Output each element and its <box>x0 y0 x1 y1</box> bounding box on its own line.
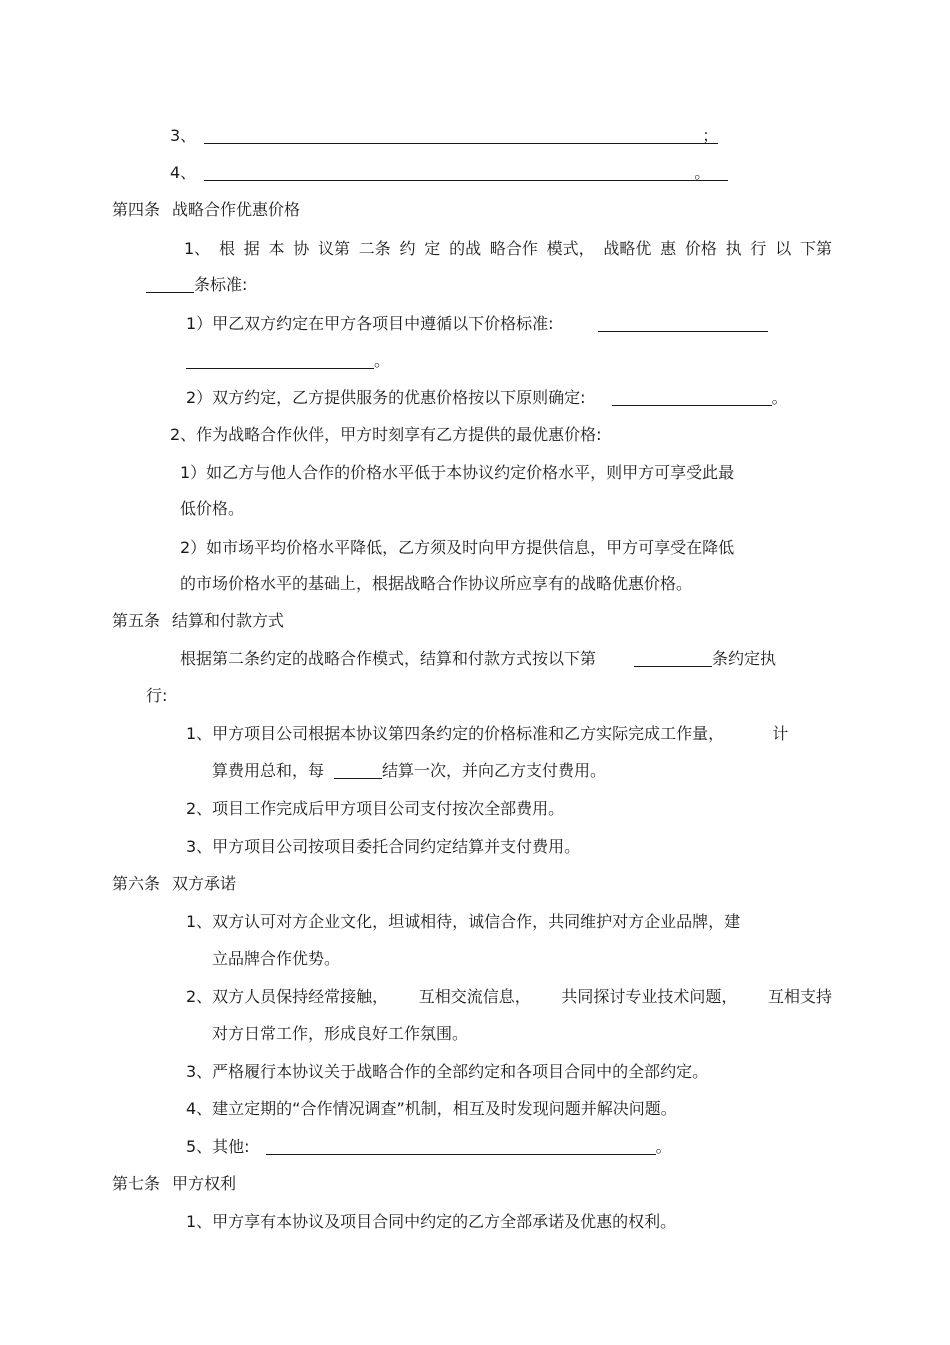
item-4-line <box>170 163 728 183</box>
clause-text: 根据第二条约定的战略合作模式，结算和付款方式按以下第 <box>180 649 597 668</box>
clause-text: 条标准: <box>194 275 248 294</box>
word: 约 <box>399 239 416 258</box>
word: 议第 <box>318 239 351 258</box>
word: 据 <box>243 239 260 258</box>
clause-text: 3、甲方项目公司按项目委托合同约定结算并支付费用。 <box>186 837 581 856</box>
phrase: 2、双方人员保持经常接触， <box>186 987 389 1006</box>
article-title: 结算和付款方式 <box>172 611 285 630</box>
clause-text: 结算一次，并向乙方支付费用。 <box>382 761 607 780</box>
article-5-clause-1-cont <box>212 761 606 781</box>
article-number: 第四条 <box>112 200 161 219</box>
article-4-clause-2-1 <box>180 463 734 483</box>
article-6-clause-1 <box>186 912 740 932</box>
item-number: 4、 <box>170 163 197 182</box>
phrase: 共同探讨专业技术问题， <box>561 987 738 1006</box>
clause-text: 2）双方约定，乙方提供服务的优惠价格按以下原则确定: <box>186 388 586 407</box>
word: 行 <box>750 239 767 258</box>
punctuation: 。 <box>655 1137 672 1156</box>
phrase: 互相交流信息， <box>418 987 531 1006</box>
punctuation: ； <box>702 126 719 145</box>
article-6-clause-5 <box>186 1137 672 1157</box>
clause-text: 4、建立定期的“合作情况调查”机制，相互及时发现问题并解决问题。 <box>186 1099 677 1118</box>
clause-text: 对方日常工作，形成良好工作氛围。 <box>212 1024 469 1043</box>
word: 战略优 <box>603 239 652 258</box>
article-6-clause-1-cont <box>212 949 340 969</box>
article-4-clause-1-cont <box>146 275 247 295</box>
article-number: 第七条 <box>112 1174 161 1193</box>
article-5-intro <box>180 649 776 669</box>
article-4-clause-2-2 <box>180 538 734 558</box>
article-4-clause-2 <box>170 425 602 445</box>
fill-blank[interactable] <box>634 649 712 667</box>
article-5-clause-2 <box>186 799 564 819</box>
word: 定 <box>424 239 441 258</box>
fill-blank[interactable] <box>598 314 768 332</box>
word: 根 <box>218 239 235 258</box>
article-4-clause-2-1-cont <box>180 499 244 519</box>
fill-blank[interactable] <box>146 275 194 293</box>
clause-text: 条约定执 <box>712 649 777 668</box>
clause-text: 2、项目工作完成后甲方项目公司支付按次全部费用。 <box>186 799 565 818</box>
punctuation: 。 <box>374 351 391 370</box>
clause-text: 1、双方认可对方企业文化，坦诚相待，诚信合作，共同维护对方企业品牌，建 <box>186 912 741 931</box>
fill-blank[interactable] <box>612 388 772 406</box>
article-4-clause-1-1 <box>186 314 768 334</box>
word: 惠 <box>660 239 677 258</box>
word: 略合作 <box>489 239 538 258</box>
clause-text: 5、其他: <box>186 1137 250 1156</box>
fill-blank[interactable] <box>204 126 702 144</box>
word: 的战 <box>449 239 482 258</box>
article-number: 第六条 <box>112 874 161 893</box>
article-6-heading <box>112 874 236 894</box>
word: 本 <box>268 239 285 258</box>
article-5-heading <box>112 611 284 631</box>
article-4-clause-1-1-cont <box>186 351 390 371</box>
article-5-clause-3 <box>186 837 580 857</box>
clause-text: 1、甲方项目公司根据本协议第四条约定的价格标准和乙方实际完成工作量， <box>186 724 725 743</box>
clause-text: 行: <box>146 686 168 705</box>
article-title: 双方承诺 <box>172 874 237 893</box>
item-number: 3、 <box>170 126 197 145</box>
clause-text: 算费用总和，每 <box>212 761 325 780</box>
fill-blank[interactable] <box>266 1137 656 1155</box>
clause-text: 低价格。 <box>180 499 245 518</box>
word: 模式， <box>546 239 595 258</box>
article-4-heading <box>112 200 300 220</box>
article-4-clause-1 <box>184 239 832 259</box>
article-number: 第五条 <box>112 611 161 630</box>
clause-text: 1）如乙方与他人合作的价格水平低于本协议约定价格水平，则甲方可享受此最 <box>180 463 735 482</box>
clause-text: 1、甲方享有本协议及项目合同中约定的乙方全部承诺及优惠的权利。 <box>186 1212 677 1231</box>
clause-text: 2、作为战略合作伙伴，甲方时刻享有乙方提供的最优惠价格: <box>170 425 602 444</box>
article-7-heading <box>112 1174 236 1194</box>
article-4-clause-1-2 <box>186 388 788 408</box>
clause-text: 2）如市场平均价格水平降低，乙方须及时向甲方提供信息，甲方可享受在降低 <box>180 538 735 557</box>
item-3-line <box>170 126 718 146</box>
clause-text: 的市场价格水平的基础上，根据战略合作协议所应享有的战略优惠价格。 <box>180 574 693 593</box>
article-6-clause-4 <box>186 1099 677 1119</box>
punctuation: 。 <box>694 163 728 181</box>
article-5-intro-cont <box>146 686 167 706</box>
article-title: 战略合作优惠价格 <box>172 200 301 219</box>
clause-text: 立品牌合作优势。 <box>212 949 341 968</box>
article-6-clause-2-cont <box>212 1024 468 1044</box>
clause-text: 3、严格履行本协议关于战略合作的全部约定和各项目合同中的全部约定。 <box>186 1062 709 1081</box>
word: 下第 <box>799 239 832 258</box>
word: 以 <box>775 239 792 258</box>
word: 二条 <box>358 239 391 258</box>
clause-text: 计 <box>772 724 789 743</box>
fill-blank[interactable] <box>204 163 694 181</box>
article-6-clause-3 <box>186 1062 708 1082</box>
word: 价格 <box>684 239 717 258</box>
clause-text: 1）甲乙双方约定在甲方各项目中遵循以下价格标准: <box>186 314 554 333</box>
article-4-clause-2-2-cont <box>180 574 692 594</box>
article-6-clause-2 <box>186 987 832 1007</box>
phrase: 互相支持 <box>767 987 832 1006</box>
punctuation: 。 <box>771 388 788 407</box>
article-5-clause-1 <box>186 724 788 744</box>
word: 协 <box>293 239 310 258</box>
article-title: 甲方权利 <box>172 1174 237 1193</box>
fill-blank[interactable] <box>186 351 374 369</box>
article-7-clause-1 <box>186 1212 676 1232</box>
word: 执 <box>725 239 742 258</box>
word: 1、 <box>184 239 211 258</box>
fill-blank[interactable] <box>334 761 382 779</box>
